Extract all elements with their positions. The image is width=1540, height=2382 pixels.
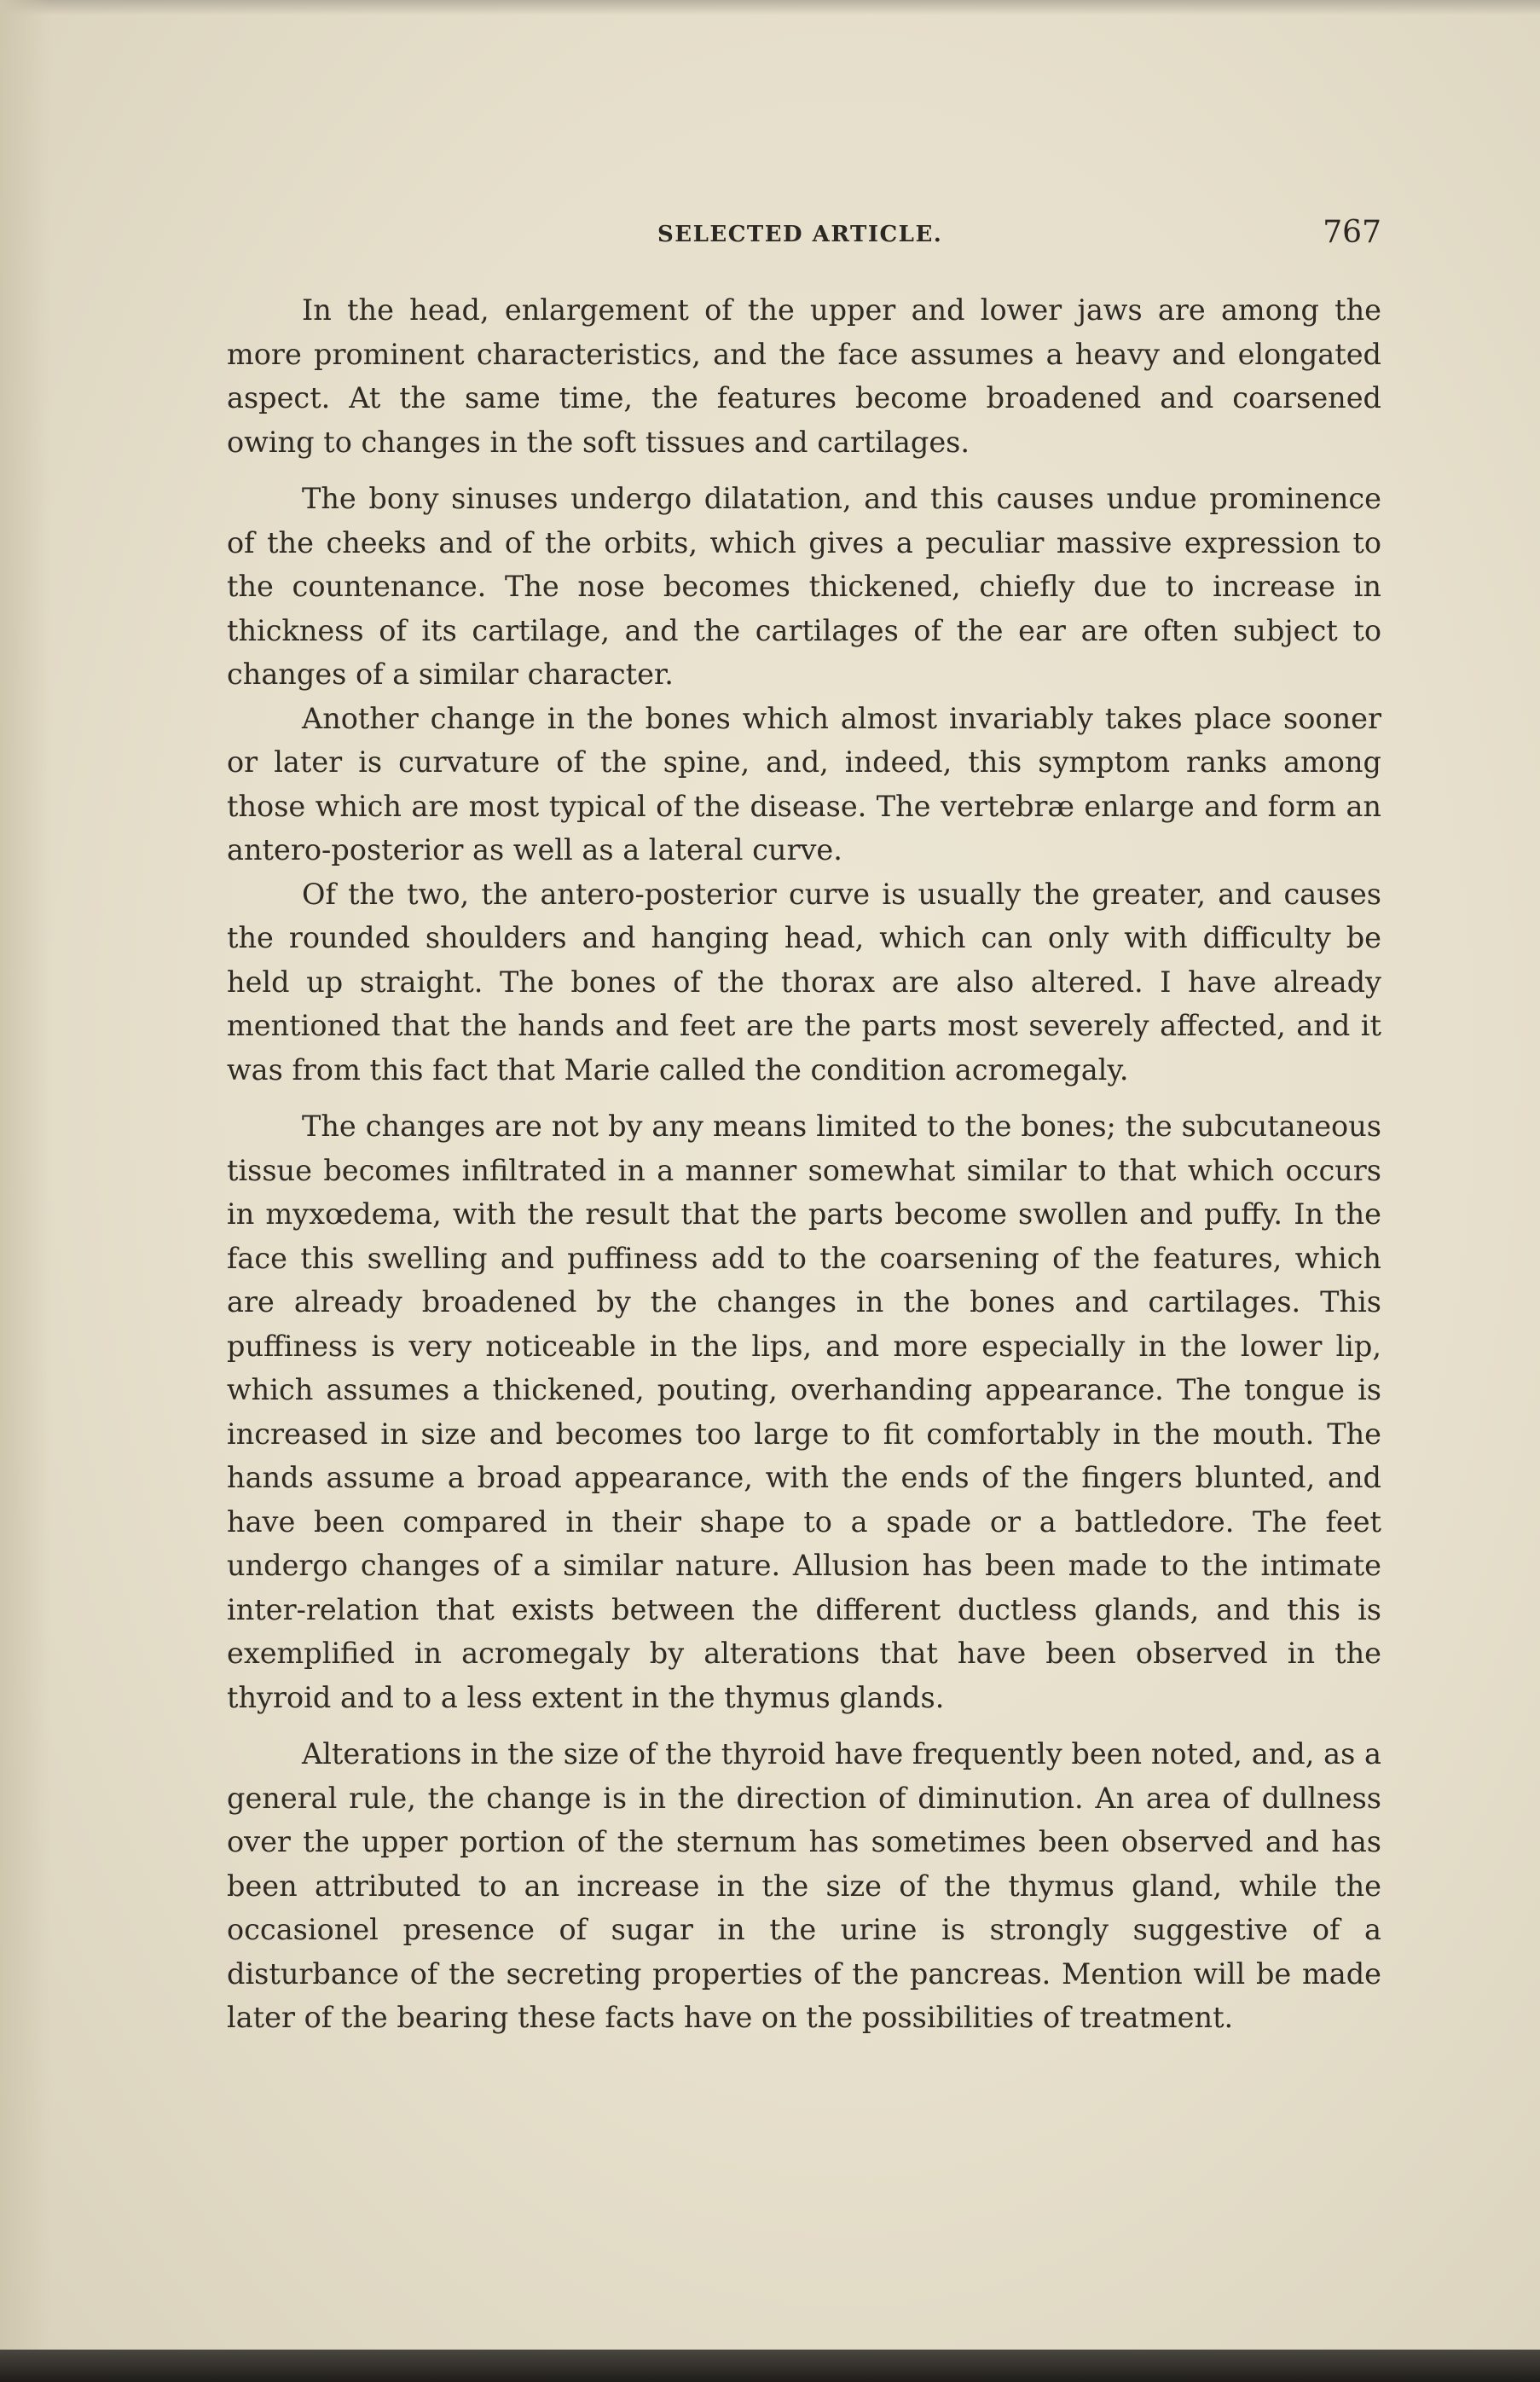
page-bottom-edge [0,2350,1540,2382]
page-number: 767 [1323,215,1381,250]
paragraph-head-changes: In the head, enlargement of the upper and lower jaws are among the more prominent characteristics, and the face assumes a heavy and elongated aspect. At the same time, the features become broadened and coarsened owing to changes in the soft tissues and cartilages. [227,293,1381,459]
paragraph-antero-posterior: Of the two, the antero-posterior curve is usually the greater, and causes the rounded shoulders and hanging head, which can only with difficulty be held up straight. The bones of the thorax are also altered. I have already mentioned that the hands and feet are the parts most severely affected, and it was from this fact that Marie called the condition acromegaly. [227,877,1381,1087]
paragraph-spine-curvature: Another change in the bones which almost invariably takes place sooner or later is curvature of the spine, and, indeed, this symptom ranks among those which are most typical of the disease. The vertebræ enlarge and form an antero-posterior as well as a lateral curve. [227,701,1381,866]
paragraph-soft-tissue: The changes are not by any means limited to the bones; the subcutaneous tissue becomes infiltrated in a manner somewhat similar to that which occurs in myxœdema, with the result that the parts become swollen and puffy. In the face this swelling and puffiness add to the coarsening of the features, which are already broadened by the changes in the bones and cartilages. This puffiness is very noticeable in the lips, and more especially in the lower lip, which assumes a thickened, pouting, overhanding appearance. The tongue is increased in size and becomes too large to fit comfortably in the mouth. The hands assume a broad appearance, with the ends of the fingers blunted, and have been compared in their shape to a spade or a battledore. The feet undergo changes of a similar nature. Allusion has been made to the intimate inter-relation that exists between the different ductless glands, and this is exemplified in acromegaly by alterations that have been observed in the thyroid and to a less extent in the thymus glands. [227,1110,1381,1714]
page-top-edge-shadow [0,0,1540,15]
paragraph-thyroid: Alterations in the size of the thyroid have frequently been noted, and, as a general rule, the change is in the direction of diminution. An area of dullness over the upper portion of the sternum has sometimes been observed and has been attributed to an increase in the size of the thymus gland, while the occasionel presence of sugar in the urine is strongly suggestive of a disturbance of the secreting properties of the pancreas. Mention will be made later of the bearing these facts have on the possibilities of treatment. [227,1737,1381,2034]
page-header [227,215,1381,256]
page-left-edge-shadow [0,0,51,2382]
running-head: SELECTED ARTICLE. [657,222,943,247]
article-body [227,288,1381,2040]
paragraph-bony-sinuses: The bony sinuses undergo dilatation, and this causes undue prominence of the cheeks and of the orbits, which gives a peculiar massive expression to the countenance. The nose becomes thickened, chiefly due to increase in thickness of its cartilage, and the cartilages of the ear are often subject to changes of a similar character. [227,482,1381,691]
